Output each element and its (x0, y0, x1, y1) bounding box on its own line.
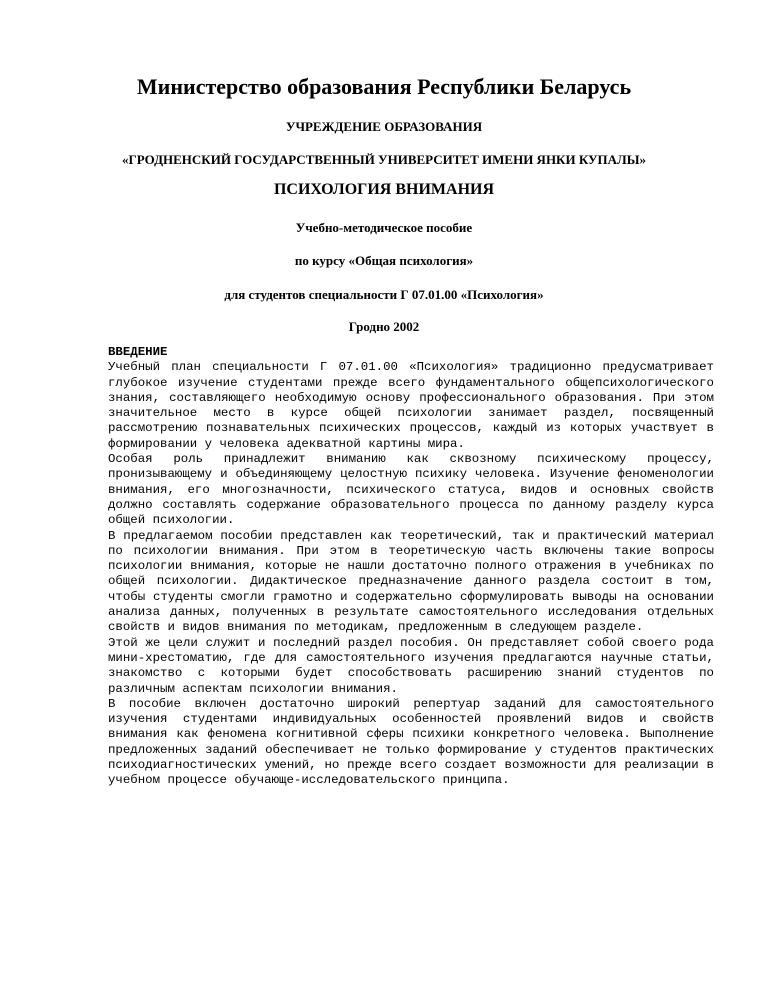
document-title: ПСИХОЛОГИЯ ВНИМАНИЯ (273, 181, 495, 198)
institution-label: УЧРЕЖДЕНИЕ ОБРАЗОВАНИЯ (285, 119, 483, 134)
document-type: Учебно-методическое пособие (295, 220, 473, 235)
paragraph: В предлагаемом пособии представлен как теоретический, так и практический материал по психологии внимания. При этом в теоретическую часть включены такие вопросы психологии внимания, которые не нашли достаточно полного отражения в учебниках по общей психологии. Дидактическое предназначение данного раздела состоит в том, чтобы студенты смогли грамотно и содержательно сформулировать выводы на основании анализа данных, полученных в результате самостоятельного исследования отдельных свойств и видов внимания по методикам, предложенным в следующем разделе. (108, 528, 714, 635)
specialty-line: для студентов специальности Г 07.01.00 «Психология» (224, 287, 544, 302)
paragraph: Особая роль принадлежит вниманию как сквозному психическому процессу, пронизывающему и объединяющему целостную психику человека. Изучение феноменологии внимания, его многозначности, психического статуса, видов и основных свойств должно составлять содержание образовательного процесса по данному разделу курса общей психологии. (108, 452, 714, 528)
university-name: «ГРОДНЕНСКИЙ ГОСУДАРСТВЕННЫЙ УНИВЕРСИТЕТ ИМЕНИ ЯНКИ КУПАЛЫ» (121, 152, 646, 167)
course-name: по курсу «Общая психология» (294, 253, 474, 268)
section-heading: ВВЕДЕНИЕ (108, 345, 168, 359)
paragraph: Учебный план специальности Г 07.01.00 «Психология» традиционно предусматривает глубокое изучение студентами прежде всего фундаментального общепсихологического знания, составляющего необходимую основу профессионального образования. При этом значительное место в курсе общей психологии занимает раздел, посвященный рассмотрению познавательных психических процессов, каждый из которых участвует в формировании у человека адекватной картины мира. (108, 360, 714, 451)
ministry-title: Министерство образования Республики Беларусь (136, 74, 632, 99)
introduction-section (108, 345, 714, 789)
paragraph: В пособие включен достаточно широкий репертуар заданий для самостоятельного изучения студентами индивидуальных особенностей проявлений видов и свойств внимания как феномена когнитивной сферы психики конкретного человека. Выполнение предложенных заданий обеспечивает не только формирование у студентов практических психодиагностических умений, но прежде всего создает возможности для реализации в учебном процессе обучающе-исследовательского принципа. (108, 696, 714, 788)
paragraph: Этой же цели служит и последний раздел пособия. Он представляет собой своего рода мини-хрестоматию, где для самостоятельного изучения предлагаются научные статьи, знакомство с которыми будет способствовать расширению знаний студентов по различным аспектам психологии внимания. (108, 635, 714, 696)
city-year: Гродно 2002 (348, 319, 420, 334)
